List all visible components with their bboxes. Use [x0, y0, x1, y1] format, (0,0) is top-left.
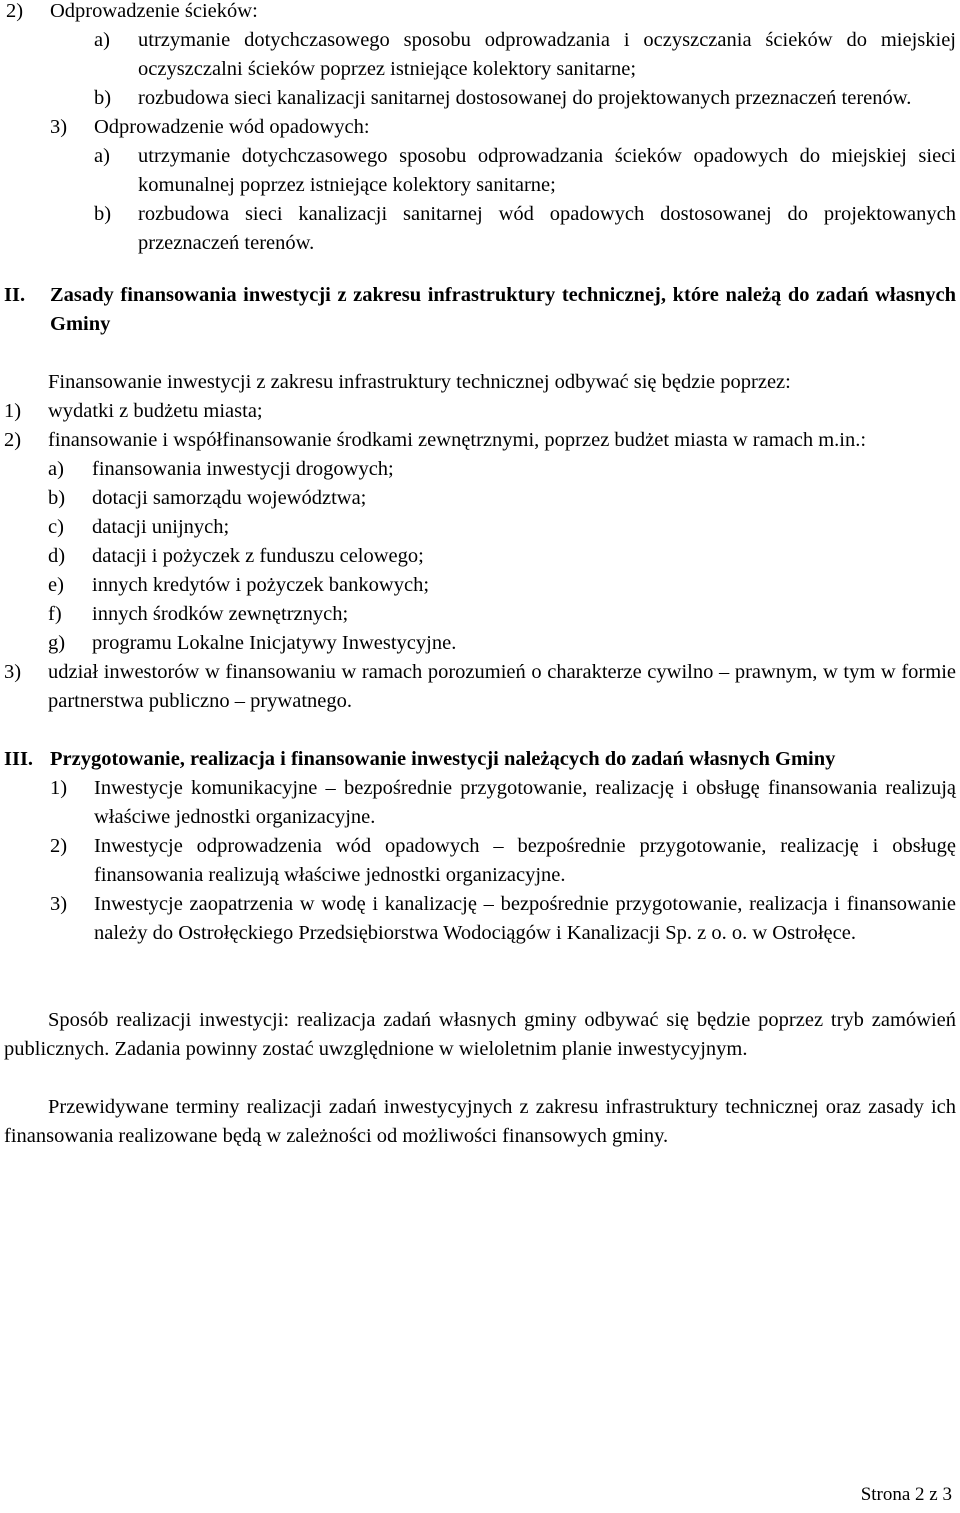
item-title: Odprowadzenie ścieków: [50, 0, 258, 22]
section-title: Zasady finansowania inwestycji z zakresu infrastruktury technicznej, które należą do zadań własnych Gminy [50, 284, 956, 335]
item-number: 2) [4, 429, 22, 451]
list-item [4, 426, 956, 455]
item-number: 2) [50, 835, 68, 857]
subitem-text: utrzymanie dotychczasowego sposobu odprowadzania i oczyszczania ścieków do miejskiej oczyszczalni ścieków poprzez istniejące kolektory sanitarne; [138, 29, 956, 80]
list-subitem [48, 629, 956, 658]
subitem-text: datacji unijnych; [92, 516, 230, 538]
item-text: Inwestycje komunikacyjne – bezpośrednie przygotowanie, realizację i obsługę finansowania realizują właściwe jednostki organizacyjne. [94, 777, 956, 828]
subitem-mark: g) [48, 632, 66, 654]
item-number: 2) [6, 0, 24, 22]
subitem-text: utrzymanie dotychczasowego sposobu odprowadzania ścieków opadowych do miejskiej sieci komunalnej poprzez istniejące kolektory sanitarne; [138, 145, 956, 196]
list-subitem [94, 142, 956, 200]
subitem-mark: a) [48, 458, 64, 480]
item-text: Inwestycje odprowadzenia wód opadowych – bezpośrednie przygotowanie, realizację i obsługę finansowania realizują właściwe jednostki organizacyjne. [94, 835, 956, 886]
subitem-mark: a) [94, 145, 110, 167]
subitem-mark: a) [94, 29, 110, 51]
section-heading [4, 281, 956, 339]
paragraph: Przewidywane terminy realizacji zadań inwestycyjnych z zakresu infrastruktury technicznej oraz zasady ich finansowania realizowane będą w zależności od możliwości finansowych gminy. [4, 1096, 956, 1147]
subitem-text: finansowania inwestycji drogowych; [92, 458, 394, 480]
page-number: Strona 2 z 3 [860, 1484, 952, 1505]
list-subitem [48, 484, 956, 513]
section-number: III. [4, 748, 34, 770]
list-item [50, 113, 956, 142]
subitem-mark: c) [48, 516, 64, 538]
subitem-text: rozbudowa sieci kanalizacji sanitarnej wód opadowych dostosowanej do projektowanych przeznaczeń terenów. [138, 203, 956, 254]
item-text: wydatki z budżetu miasta; [48, 400, 263, 422]
list-item [4, 658, 956, 716]
section-number: II. [4, 284, 26, 306]
list-subitem [48, 455, 956, 484]
subitem-mark: b) [48, 487, 66, 509]
list-subitem [48, 513, 956, 542]
subitem-text: innych środków zewnętrznych; [92, 603, 349, 625]
item-number: 1) [50, 777, 68, 799]
section-intro: Finansowanie inwestycji z zakresu infrastruktury technicznej odbywać się będzie poprzez: [48, 371, 791, 393]
list-subitem [48, 600, 956, 629]
list-subitem [48, 571, 956, 600]
subitem-text: datacji i pożyczek z funduszu celowego; [92, 545, 424, 567]
section-title: Przygotowanie, realizacja i finansowanie inwestycji należących do zadań własnych Gminy [50, 748, 836, 770]
item-number: 3) [4, 661, 22, 683]
paragraph: Sposób realizacji inwestycji: realizacja zadań własnych gminy odbywać się będzie poprzez tryb zamówień publicznych. Zadania powinny zostać uwzględnione w wieloletnim planie inwestycyjnym. [4, 1009, 956, 1060]
item-text: finansowanie i współfinansowanie środkami zewnętrznymi, poprzez budżet miasta w ramach m.in.: [48, 429, 867, 451]
list-item [6, 0, 956, 26]
section-heading [4, 745, 956, 774]
list-item [4, 397, 956, 426]
item-number: 3) [50, 116, 68, 138]
subitem-mark: e) [48, 574, 64, 596]
item-number: 1) [4, 400, 22, 422]
subitem-text: rozbudowa sieci kanalizacji sanitarnej dostosowanej do projektowanych przeznaczeń terenów. [138, 87, 912, 109]
list-item [50, 832, 956, 890]
subitem-text: innych kredytów i pożyczek bankowych; [92, 574, 430, 596]
document-page [4, 0, 956, 1151]
list-item [50, 890, 956, 948]
item-title: Odprowadzenie wód opadowych: [94, 116, 370, 138]
list-item [50, 774, 956, 832]
subitem-mark: d) [48, 545, 66, 567]
subitem-mark: b) [94, 87, 112, 109]
subitem-mark: b) [94, 203, 112, 225]
list-subitem [94, 200, 956, 258]
list-subitem [48, 542, 956, 571]
list-subitem [94, 84, 956, 113]
item-number: 3) [50, 893, 68, 915]
list-subitem [94, 26, 956, 84]
item-text: udział inwestorów w finansowaniu w ramach porozumień o charakterze cywilno – prawnym, w tym w formie partnerstwa publiczno – prywatnego. [48, 661, 956, 712]
subitem-mark: f) [48, 603, 62, 625]
item-text: Inwestycje zaopatrzenia w wodę i kanalizację – bezpośrednie przygotowanie, realizacja i finansowanie należy do Ostrołęckiego Przedsiębiorstwa Wodociągów i Kanalizacji Sp. z o. o. w Ostrołęce. [94, 893, 956, 944]
subitem-text: dotacji samorządu województwa; [92, 487, 367, 509]
subitem-text: programu Lokalne Inicjatywy Inwestycyjne. [92, 632, 457, 654]
